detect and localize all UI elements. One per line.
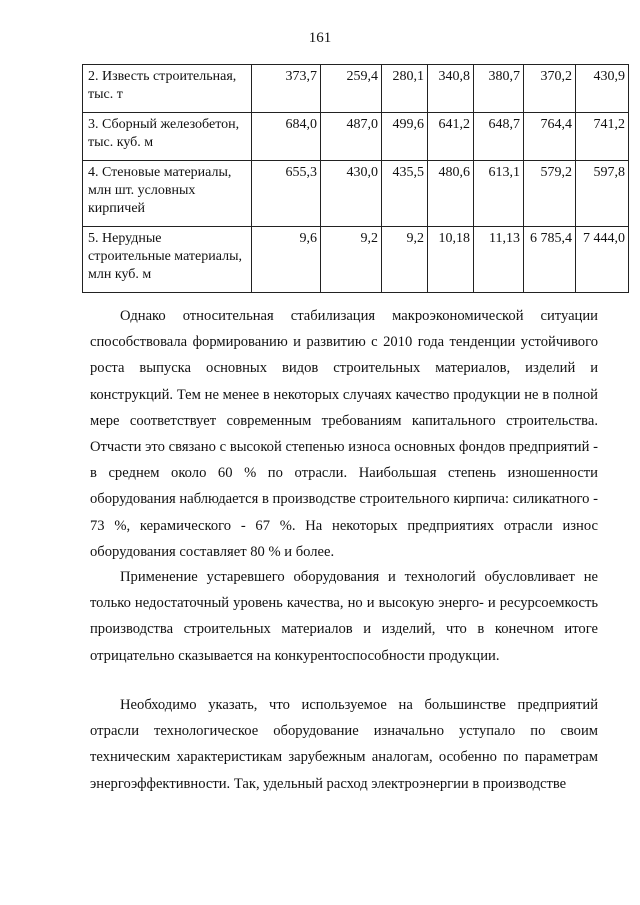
table-cell: 648,7 — [474, 113, 524, 161]
table-cell: 373,7 — [252, 65, 321, 113]
table-row — [83, 113, 629, 161]
table-cell: 597,8 — [576, 161, 629, 227]
table-cell: 380,7 — [474, 65, 524, 113]
table-cell: 741,2 — [576, 113, 629, 161]
paragraph — [90, 692, 598, 797]
production-table — [82, 64, 629, 293]
table-cell: 480,6 — [428, 161, 474, 227]
table-cell: 641,2 — [428, 113, 474, 161]
paragraph-text: Необходимо указать, что используемое на большинстве предприятий отрасли технологическое оборудование изначально уступало по своим техническим характеристикам зарубежным аналогам, особенно по параметрам энергоэффективности. Так, удельный расход электроэнергии в производстве — [90, 697, 598, 792]
table-cell: 9,2 — [382, 227, 428, 293]
table-cell: 6 785,4 — [524, 227, 576, 293]
table-cell: 259,4 — [321, 65, 382, 113]
table-cell: 7 444,0 — [576, 227, 629, 293]
page-number: 161 — [308, 30, 332, 46]
table-cell: 435,5 — [382, 161, 428, 227]
paragraph-text: Однако относительная стабилизация макроэкономической ситуации способствовала формированию и развитию с 2010 года тенденции устойчивого роста выпуска основных видов строительных материалов, изделий и конструкций. Тем не менее в некоторых случаях качество продукции не в полной мере соответствует современным требованиям капитального строительства. Отчасти это связано с высокой степенью износа основных фондов предприятий - в среднем около 60 % по отрасли. Наибольшая степень изношенности оборудования наблюдается в производстве строительного кирпича: силикатного - 73 %, керамического - 67 %. На некоторых предприятиях отрасли износ оборудования составляет 80 % и более. — [90, 308, 598, 560]
table-cell: 280,1 — [382, 65, 428, 113]
row-label: 5. Нерудные строительные материалы, млн куб. м — [83, 227, 252, 293]
table-cell: 11,13 — [474, 227, 524, 293]
table-cell: 487,0 — [321, 113, 382, 161]
table-row — [83, 161, 629, 227]
table-row — [83, 65, 629, 113]
table-cell: 9,2 — [321, 227, 382, 293]
row-label: 3. Сборный железобетон, тыс. куб. м — [83, 113, 252, 161]
row-label: 4. Стеновые материалы, млн шт. условных кирпичей — [83, 161, 252, 227]
table-cell: 613,1 — [474, 161, 524, 227]
table-cell: 499,6 — [382, 113, 428, 161]
table-cell: 579,2 — [524, 161, 576, 227]
table-cell: 340,8 — [428, 65, 474, 113]
table-cell: 370,2 — [524, 65, 576, 113]
paragraph — [90, 564, 598, 669]
table-row — [83, 227, 629, 293]
table-cell: 764,4 — [524, 113, 576, 161]
paragraph — [90, 303, 598, 565]
row-label: 2. Известь строительная, тыс. т — [83, 65, 252, 113]
table-cell: 684,0 — [252, 113, 321, 161]
table-cell: 430,9 — [576, 65, 629, 113]
paragraph-text: Применение устаревшего оборудования и технологий обусловливает не только недостаточный уровень качества, но и высокую энерго- и ресурсоемкость производства строительных материалов и изделий, что в конечном итоге отрицательно сказывается на конкурентоспособности продукции. — [90, 569, 598, 664]
table-cell: 655,3 — [252, 161, 321, 227]
table-cell: 10,18 — [428, 227, 474, 293]
table-cell: 9,6 — [252, 227, 321, 293]
table-cell: 430,0 — [321, 161, 382, 227]
